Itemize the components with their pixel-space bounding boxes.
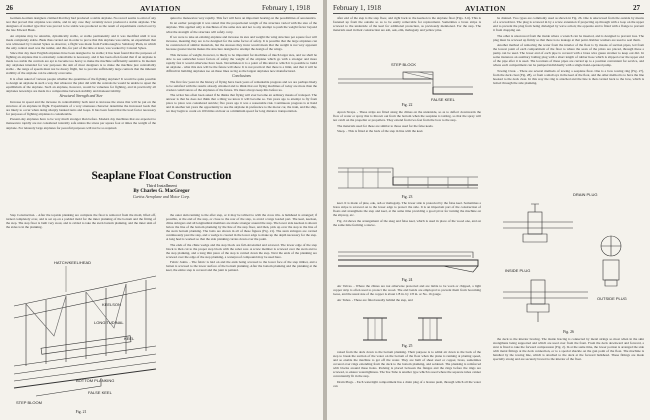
- paragraph: quired to manoeuvre very rapidly. This fact will have an important bearing on the possibilities of aeronautics.: [170, 16, 317, 20]
- label-keel: KEEL: [124, 336, 135, 341]
- right-column-1-top: [333, 16, 481, 52]
- label-step-block: STEP BLOCK: [391, 62, 417, 67]
- left-column-1-bottom: [6, 213, 156, 243]
- right-column-2-bottom: [493, 337, 644, 415]
- left-column-2: [166, 16, 317, 167]
- paragraph: Increase in speed and the increase in controllability both tend to increase the stress that will be put on the structure of an airplane in flight. Experiments of a very strenuous character determine the increased loads that are likely to occur when doing sharply banked turns and loops. It has been found that the load factor necessary for purposes of fighting airplanes is considerable.: [6, 99, 156, 116]
- label-inside-plug: INSIDE PLUG: [505, 268, 531, 273]
- right-page: [327, 0, 650, 420]
- right-column-2: [493, 16, 644, 179]
- paragraph: Step Construction. - After the topside planking are complete the float is removed from the mold, lifted off, turned completely over, and is set up on a padded mold for the inner planking of the bottom and the fitting of the step. The step floor is built very stout, and is cabled to take the stern bottom planking, and the inner skin of the sides is in the planking.: [6, 213, 156, 230]
- paragraph: be drained. Two types are commonly used as shown in Fig. 26. One is unscrewed from the outside by means of a screwdriver. The plug is screwed in by a screw extension if projecting up through with a loop on the upper end to prevent the plug from being dislodged by wave action; the opposite end is fitted with a flange to prevent it from dropping out.: [493, 16, 644, 33]
- figure-22: [333, 54, 483, 102]
- paragraph: keel. It is made of pine, oak, ash or mahogany. The lower side is protected by the false keel. Sometimes a brass stripe is screwed on to the lower edge to protect the side. It is an important part of the construction of floats and strengthens the step and keel, at the same time providing a good pivot for turning the machine on the slipway, etc.: [333, 201, 481, 218]
- label-outside-plug: OUTSIDE PLUG: [597, 296, 627, 301]
- article-installment: Third Installment: [146, 183, 177, 188]
- figure-25-drawing: [333, 314, 483, 344]
- figure-26-drawing: [493, 182, 644, 330]
- header-rule: [333, 13, 644, 14]
- paragraph: If we were to take an existing airplane and increase its size and weight the wing structure per square foot will increase, meaning they are to be designed for the same factor of safety. It is possible that the large airplanes can be constructed of similar materials, but the stresses they incur would mean that the weight is not very apparent because greater inertia makes the structure designed to attempt the design of the wings.: [166, 34, 317, 52]
- paragraph: German-Gorman designers claimed that they had produced a stable airplane. No record seems to exist of any test that proved that airplane was stable, and in any case they certainly never produced a stable airplane. The designers of normal type that was proved to be stable was produced as the result of experiments carried out by the late Edward Busk.: [6, 16, 156, 33]
- figure-22-drawing: [333, 54, 483, 102]
- label-false-keel: FALSE KEEL: [431, 97, 455, 102]
- paragraph: The materials used for these are similar to those used for the false keels.: [337, 123, 434, 128]
- right-column-1-after-fig23: [333, 201, 481, 241]
- paragraph: Air Tubes. - These are fitted usually behind the step, and: [337, 297, 413, 302]
- paragraph: Fig. 24 shows the arrangement of the skeg and false keel, which is used in place of the wood one, and on the same time forming a sleeve.: [333, 218, 481, 227]
- issue-date: February 1, 1918: [262, 4, 311, 12]
- paragraph: The writer has often been asked if he thinks that flying will ever become an ordinary means of transport. The answer is that he does not think that a thing we know it will become so. Ten years ago to attempt to fly from place to place was considered suicide; five years ago it was a reasonable risk. Continuous progress is at hand and in another ten years the opportunity to use the airplane in preference to the motor car, the train, and the ship, we may begin to count on 100 miles an hour as a minimum speed for long distance transportation.: [166, 93, 317, 114]
- paragraph: raised from the deck down to the bottom planking. Their purpose is to admit air down to the back of the step to break the suction of the water on the bottom of the float when the plane is running at planing speed, and so enable the machine to get off the water. They are built of sheet steel or copper, brass, sometimes covered over rings extending from the deck to the bottom planking, and soldered. The planking is reinforced with blocks around these holes. Packing is placed between the flanges and the rings before the rings are screwed, to ensure watertightness. The Tee Tube is another type which is used where the separate tubes cannot conveniently fit in the step.: [333, 350, 481, 379]
- article-affiliation: Curtiss Aeroplane and Motor Corp.: [132, 194, 191, 199]
- paragraph: Drain Plugs. - Each watertight compartment has a drain plug of a bronze push, through which all the water can: [333, 379, 481, 388]
- article-headline: Seaplane Float Construction: [91, 170, 232, 182]
- label-keelson: KEELSON: [102, 302, 121, 307]
- paragraph: the outer skin running to the after step, or it may be tabbed to with the cross ribs. A bulkhead is arranged; if possible, at the end of the step, or close to the rear of the step, to avoid a large loaded part. The keel, keelson, chine stringers and all longitudinal members are made stronger around the step. The lower side keelson is shown below the line of the bottom planking by the line of the step floor, and then, pick up over the step to the line of the stern bottom planking. The bolts are shown in all of these figures (Fig. 21). The stern stringers are carried continuously past the step, and a wedge is created in the lower edge to make up the depth necessary for the step. A long heel is worked so that the side planking carries down over the point.: [166, 213, 317, 242]
- paragraph: The other is unscrewed from the inside where a wrench can be inserted, and is designed to prevent loss. The plug must be screwed up firmly so that there is no leakage at that point. Rubber washers are used to seal them.: [493, 33, 644, 42]
- figure-24-drawing: [333, 242, 483, 278]
- figure-25-caption: Fig. 25: [401, 344, 413, 348]
- figure-21-drawing: [6, 246, 158, 411]
- paragraph: Sleep. - This is fitted at the back of the step in line with the keel.: [337, 128, 424, 133]
- paragraph: The ends of the chine wedge and the step block are full-dovetailed and screwed. The lower edge of the step block is then cut to the proper step block with the saber saw. A screw member is screwed over the stern and to the step planking, and a long thin piece of the step is carried down the step. Next the ends of the planking are screwed over the edge of the step planking, a waterproof compound may be used here.: [166, 242, 317, 259]
- figure-26-caption: Fig. 26: [563, 330, 574, 334]
- paragraph: Another method of removing the water from the interior of the float is by means of suction pipes, led from the lowest point of each compartment of the float to where the seats of the pilots are placed, through these a pump can be used. The lower end of each pipe is covered with a brass wire gauze strainer to keep out dirt. In some instances an auxiliary bailing plug with a short length of rubber hose which is slipped over the upper end of the pipe after it is used. The locations of these pipes are carried up to a position convenient for service, and where each compartment can be pumped individually with a single hand-operated pump.: [493, 43, 644, 68]
- left-page: [0, 0, 323, 420]
- paragraph: the deck to the interior bracing. The inside bracing is connected by metal strings so most when in the skin strengthens being supported and which are used over from the front. From the deck downward and forward, a strut is fixed to take the forward compression (Fig. 2). In at the same time, the lower portion is arranged the side with metal fittings at the deck connection, or to a special shackle on the gun point of the float. The machine is handled by the towing line, which is attached to the deck at the forward bulkhead. These fittings are made specially strong and are securely braced to the interior of the float.: [493, 337, 644, 362]
- paragraph: Air Valves. - Where the chines are not otherwise protected and are liable to be worn or chipped, a light copper strip is often used to protect the wood. The end bends are employed to prevent them from becoming loose, and the usual size of the copper is about 1/8 in. by 1/8 in. or No. 16 gauge.: [333, 284, 481, 297]
- running-title: AVIATION: [140, 4, 181, 13]
- running-title: AVIATION: [465, 4, 506, 13]
- figure-23-caption: Fig. 23: [401, 195, 413, 199]
- paragraph: Since that day most English airplanes have been designed to be stable; it has been found that the purposes of fighting an airplane that is extremely controllable is necessary, and it has been often found that if an airplane is made too stable the controls are apt to become too heavy to make the machine sufficiently sensitive. In modern day airplanes intended for war purposes the aim of most designers is to make the machine just controllably stable - the range of speeds must not be dreary flight, but to provide sufficiently large controls that the inherent stability of the airplane can be entirely overcome.: [6, 51, 156, 76]
- paragraph: An airplane may be unstable, dynamically stable, or stable permanently and it was modified until it was made completely stable. Busk thus carried out in order to prove that this airplane was stable, an experiment that was witnessed by Colonel Sykes as observer, a flight was made from Farnborough to Salisbury Plain, in which the only control used was the rudder, and this, for part of the time at least, was worked by Colonel Sykes.: [6, 33, 156, 50]
- paragraph: Towing Cleat. - There are several methods of towing a seaplane float. One is a bow towing ring (Fig. 27), from the deck cleat (Fig. 28), or from a small eye in the keel of the float, and the other method is to have the line hooked to the deck cleat. In this way the ring is attached and the line is then carried back to the bow, which is bolted through the side planking.: [493, 68, 644, 85]
- figure-21: [6, 246, 158, 411]
- figure-22-caption: Fig. 22: [401, 103, 413, 107]
- page-number: 26: [6, 4, 13, 12]
- paragraph: Fabric Joints. - The fabric is laid on and the ends being screwed to the lower face of the step timber, and a batten is screwed to the lower surface of the bottom planking. After the bottom planking and the planking at the keel, the entire step is covered and the joint is painted.: [166, 260, 317, 273]
- label-false-keel: FALSE KEEL: [88, 390, 112, 395]
- figure-23-drawing: [333, 153, 483, 195]
- right-column-1-after-fig24: [333, 284, 481, 314]
- header-rule: [6, 13, 317, 14]
- paragraph: This increase of weight, however, is likely to be important for machines of much larger size, and we shall be able to see somewhat lower factors of safety the weight of the airplane which go with a stronger and more rapidly fast it would otherwise have been. Nevertheless it is a point of this kind to which it is possible to build an airplane - what this size will be the future will show. It is not practical that there is a limit, and that it will be difficult in building airplanes too on these lines as big as the largest airplanes now manufactured.: [166, 52, 317, 73]
- section-subhead: Conclusions: [232, 74, 251, 79]
- article-header: [6, 170, 317, 199]
- paragraph: In an earlier paragraph it was stated that the proportional weight of the structure varied with the size of the airplane. This applied only to machines of the same size and not to any attempt to push the weight factor beyond what the strength of the structure will safely carry.: [166, 21, 317, 34]
- paragraph: Present-day airplanes have to be very much stronger than before. Modern day machines that are expected to manoeuvre rapidly are not considered tolerably safe unless the stress per square foot at times the weight of the airplane. For leisurely large airplanes for peaceful purposes will not be so required.: [6, 117, 156, 130]
- page-number: 27: [633, 4, 640, 12]
- figure-25: [333, 314, 483, 344]
- figure-24: [333, 242, 483, 278]
- article-byline: By Charles G. MacGregor: [133, 189, 190, 194]
- figure-24-caption: Fig. 24: [401, 278, 413, 282]
- right-column-1-mid: [333, 110, 481, 152]
- label-step-bloom: STEP BLOOM: [16, 400, 42, 405]
- issue-date: February 1, 1918: [333, 4, 382, 12]
- figure-23: [333, 153, 483, 195]
- paragraph: after end of the step is the step floor, and right back to the keelson is the airplane float (Figs. 3-6). This is fastened up from the outside so as to be easily removable for replacement. Sometimes a brass stripe is screwed to the underside of the keel for additional protection, as previously mentioned. For the step. The materials used in their construction are ash, oak, elm, mahogany and yellow pine.: [333, 16, 481, 33]
- figure-26: [493, 182, 644, 330]
- label-hatch: HATCH/KEEL/HEAD: [54, 260, 92, 265]
- left-column-2-bottom: [166, 213, 317, 416]
- figure-21-caption: Fig. 21: [75, 410, 87, 414]
- label-longitudinal: LONGITUDINAL: [94, 320, 124, 325]
- section-subhead: Structural Strength and Size: [59, 94, 103, 99]
- paragraph: It is often asked of various people whether the quantities of the fighting airplane? It would be quite possible to design an airplane in such a way that whatever the pilot did with the controls he would be unable to upset the equilibrium of the airplane. Such an airplane, however, would be valueless for fighting, and in practically all airplanes nowadays are made in a compromise between stability and manoeuvrability.: [6, 76, 156, 93]
- right-column-1-bottom: [333, 350, 481, 408]
- paragraph: Apron Straps. - These strips are fitted along the chines on the underside, so as to deflect downwards the flow of water or spray that is thrown out from the bottom when the seaplane is taxiing, so that the spray will not catch on the propeller or propellers. They extend from two feet from the bow to the step.: [333, 110, 481, 123]
- paragraph: The first few years in the history of flying have been years of remarkable progress and we are perhaps likely to be satisfied with the results already obtained and to think that our flying machines of today are more than the crudest contrivances of the airplanes of the future. We must always keep this before us.: [166, 79, 317, 92]
- label-bottom-planking: BOTTOM PLANKING: [76, 378, 115, 383]
- left-column-1: [6, 16, 156, 167]
- label-drain-plug: DRAIN PLUG: [573, 192, 598, 197]
